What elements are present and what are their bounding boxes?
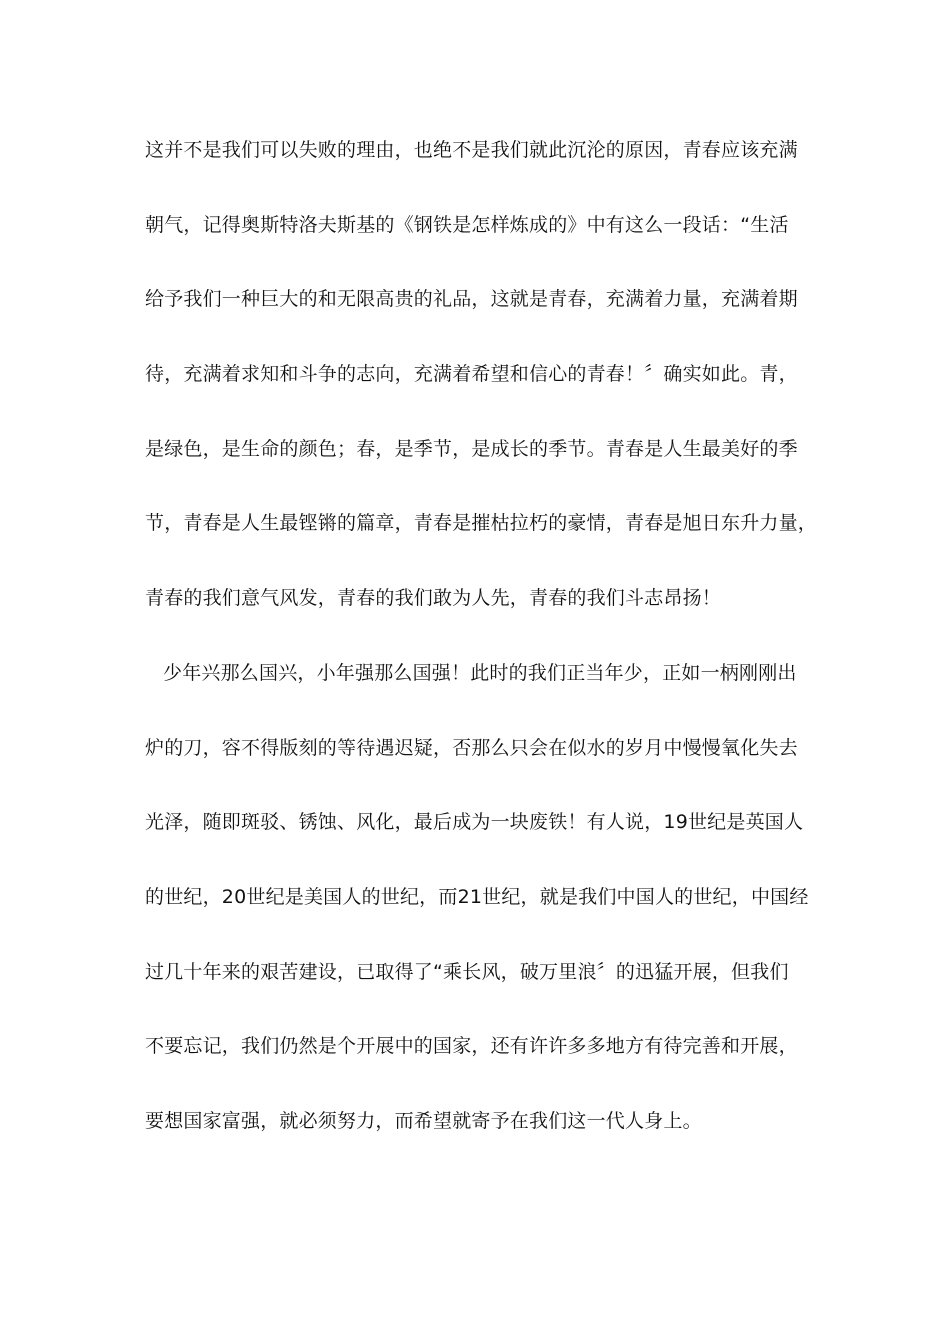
- paragraph-line: 给予我们一种巨大的和无限高贵的礼品，这就是青春，充满着力量，充满着期: [145, 288, 798, 311]
- paragraph-line: 不要忘记，我们仍然是个开展中的国家，还有许许多多地方有待完善和开展，: [145, 1035, 798, 1058]
- paragraph-line: 节，青春是人生最铿锵的篇章，青春是摧枯拉朽的豪情，青春是旭日东升力量，: [145, 512, 818, 535]
- paragraph-line: 的世纪，20世纪是美国人的世纪，而21世纪，就是我们中国人的世纪，中国经: [145, 885, 809, 908]
- paragraph-line: 这并不是我们可以失败的理由，也绝不是我们就此沉沦的原因，青春应该充满: [145, 139, 798, 161]
- paragraph-1: [145, 128, 825, 651]
- paragraph-line: 青春的我们意气风发，青春的我们敢为人先，青春的我们斗志昂扬！: [145, 587, 722, 610]
- paragraph-2: [145, 651, 825, 1174]
- paragraph-line: 光泽，随即斑驳、锈蚀、风化，最后成为一块废铁！有人说，19世纪是英国人: [145, 811, 804, 834]
- paragraph-line: 是绿色，是生命的颜色；春，是季节，是成长的季节。青春是人生最美好的季: [145, 437, 798, 460]
- paragraph-line: 少年兴那么国兴，小年强那么国强！此时的我们正当年少，正如一柄刚刚出: [163, 661, 797, 684]
- paragraph-line: 过几十年来的艰苦建设，已取得了“乘长风，破万里浪〞的迅猛开展，但我们: [145, 960, 789, 983]
- document-body: [145, 128, 825, 1174]
- paragraph-line: 朝气，记得奥斯特洛夫斯基的《钢铁是怎样炼成的》中有这么一段话：“生活: [145, 213, 789, 236]
- paragraph-line: 要想国家富强，就必须努力，而希望就寄予在我们这一代人身上。: [145, 1109, 702, 1132]
- paragraph-line: 待，充满着求知和斗争的志向，充满着希望和信心的青春！〞确实如此。青，: [145, 363, 798, 386]
- paragraph-line: 炉的刀，容不得版刻的等待遇迟疑，否那么只会在似水的岁月中慢慢氧化失去: [145, 736, 798, 759]
